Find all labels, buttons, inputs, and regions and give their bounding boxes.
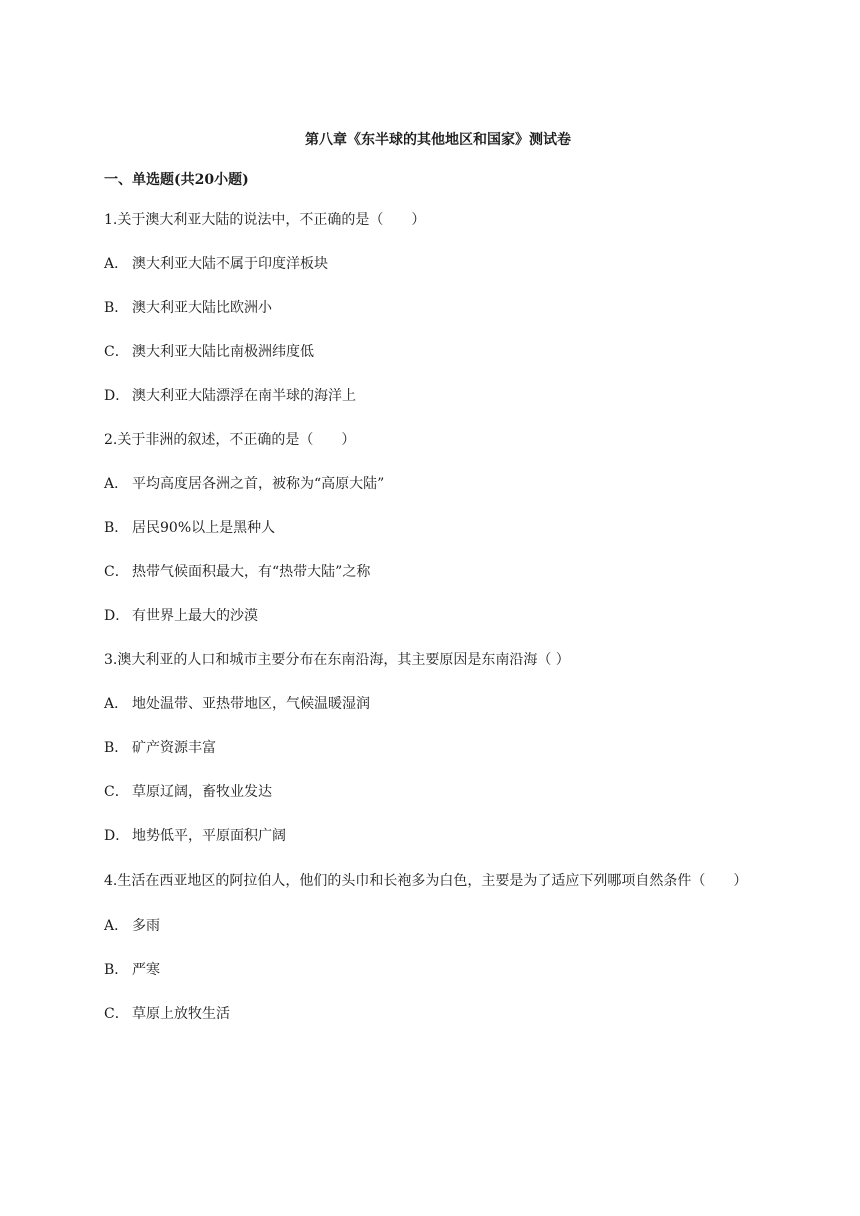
option-text: 矿产资源丰富 [132,740,216,756]
option-letter: A． [104,476,129,492]
option-text: 澳大利亚大陆比欧洲小 [132,300,272,316]
question-option [104,694,764,714]
option-text: 地势低平，平原面积广阔 [132,828,286,844]
question-option [104,738,764,758]
option-letter: A． [104,256,129,272]
option-text: 草原上放牧生活 [132,1006,230,1022]
option-text: 多雨 [132,918,160,934]
option-letter: A． [104,918,129,934]
option-letter: B． [104,962,129,978]
option-text: 严寒 [132,962,160,978]
question-option [104,1004,764,1024]
option-text: 有世界上最大的沙漠 [132,608,258,624]
option-letter: D． [104,608,130,624]
option-text: 澳大利亚大陆不属于印度洋板块 [132,256,328,272]
question-stem: 3.澳大利亚的人口和城市主要分布在东南沿海，其主要原因是东南沿海（ ） [104,652,570,668]
option-letter: B． [104,740,129,756]
question-option [104,386,764,406]
option-text: 平均高度居各洲之首，被称为“高原大陆” [132,476,385,492]
option-letter: C． [104,784,129,800]
option-letter: B． [104,300,129,316]
option-text: 草原辽阔，畜牧业发达 [132,784,272,800]
question-option [104,826,764,846]
option-letter: C． [104,564,129,580]
option-text: 澳大利亚大陆漂浮在南半球的海洋上 [132,388,356,404]
question-option [104,518,764,538]
question-option [104,254,764,274]
question-option [104,298,764,318]
option-letter: D． [104,828,130,844]
document-title: 第八章《东半球的其他地区和国家》测试卷 [305,132,571,148]
question-option [104,916,764,936]
option-text: 居民90%以上是黑种人 [132,520,276,536]
option-text: 地处温带、亚热带地区，气候温暖湿润 [132,696,370,712]
option-text: 澳大利亚大陆比南极洲纬度低 [132,344,314,360]
question-option [104,960,764,980]
option-text: 热带气候面积最大，有“热带大陆”之称 [132,564,371,580]
question-option [104,342,764,362]
question-option [104,474,764,494]
question-option [104,562,764,582]
option-letter: C． [104,1006,129,1022]
option-letter: C． [104,344,129,360]
option-letter: A． [104,696,129,712]
option-letter: D． [104,388,130,404]
question-stem: 2.关于非洲的叙述，不正确的是（ ） [104,432,356,448]
question-stem: 1.关于澳大利亚大陆的说法中，不正确的是（ ） [104,212,426,228]
question-option [104,782,764,802]
question-option [104,606,764,626]
question-stem: 4.生活在西亚地区的阿拉伯人，他们的头巾和长袍多为白色，主要是为了适应下列哪项自然条件（ ） [104,873,748,889]
option-letter: B． [104,520,129,536]
section-heading: 一、单选题(共20小题) [104,172,249,188]
